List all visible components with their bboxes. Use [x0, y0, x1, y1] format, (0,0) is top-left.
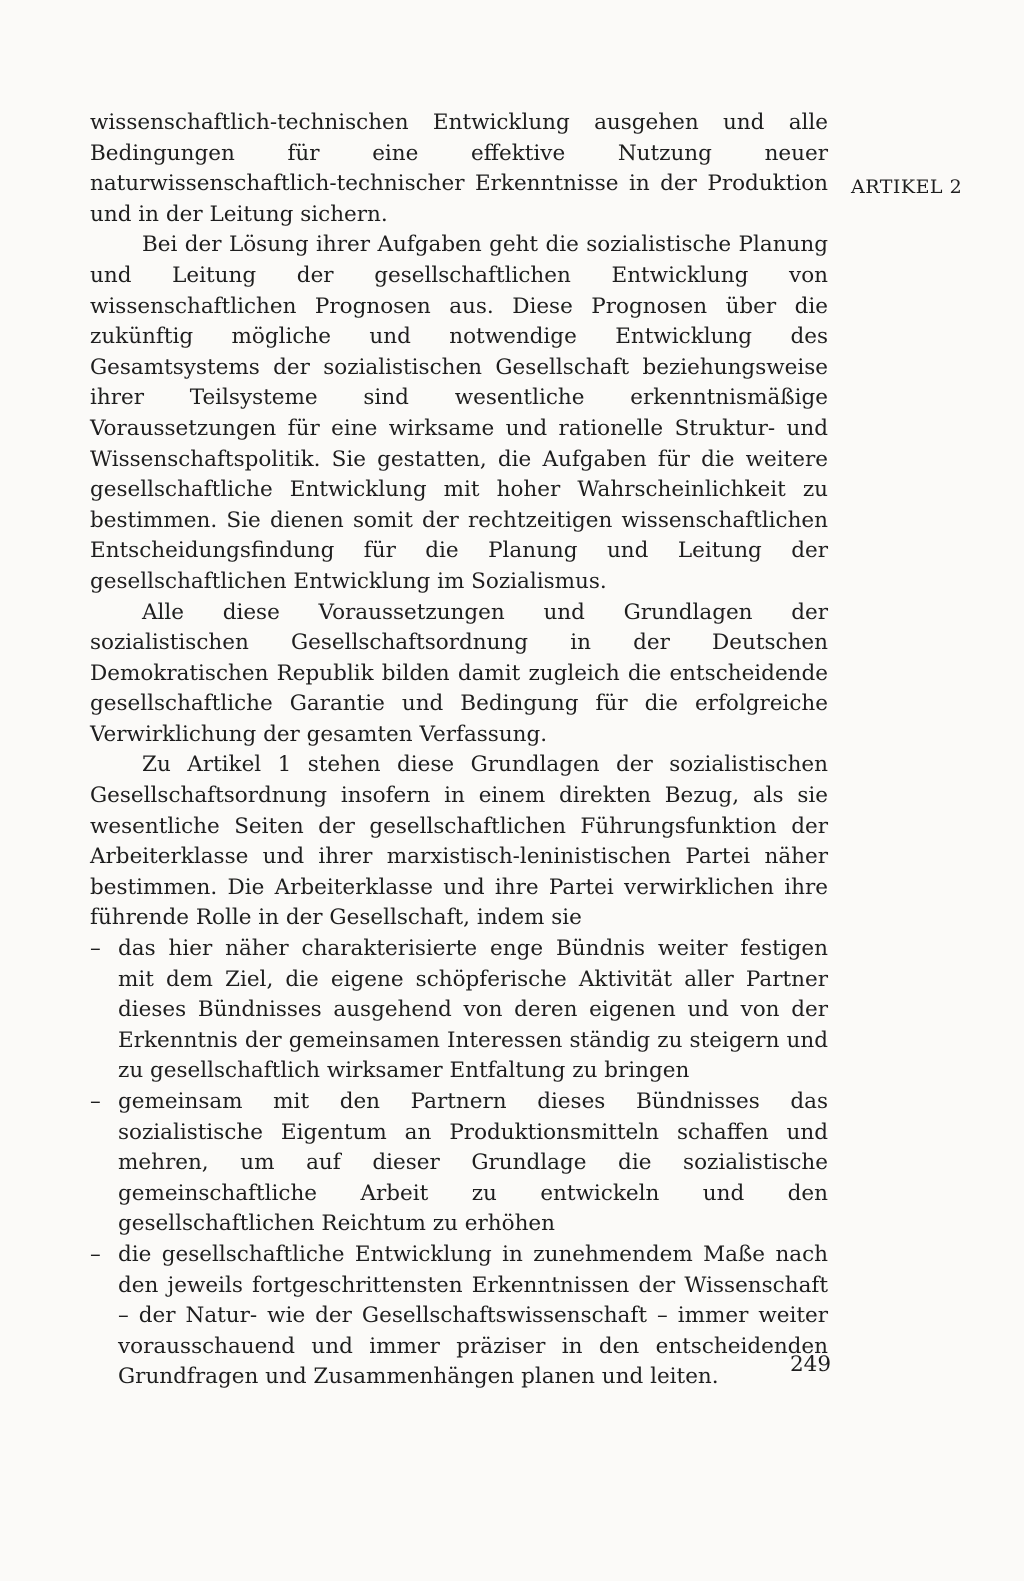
dash-marker: –	[90, 936, 101, 962]
body-text	[90, 108, 828, 1393]
bullet-text: die gesellschaftliche Entwicklung in zunehmendem Maße nach den jeweils fortgeschrittensten Erkenntnissen der Wissenschaft – der Natur- wie der Gesellschaftswissenschaft – immer weiter vorausschauend und immer präziser in den entscheidenden Grundfragen und Zusammenhängen planen und leiten.	[118, 1241, 828, 1390]
bullet-list	[90, 934, 828, 1393]
paragraph-prognosen: Bei der Lösung ihrer Aufgaben geht die sozialistische Planung und Leitung der gesellschaftlichen Entwicklung von wissenschaftlichen Prognosen aus. Diese Prognosen über die zukünftig mögliche und notwendige Entwicklung des Gesamtsystems der sozialistischen Gesellschaft beziehungsweise ihrer Teilsysteme sind wesentliche erkenntnismäßige Voraussetzungen für eine wirksame und rationelle Struktur- und Wissenschaftspolitik. Sie gestatten, die Aufgaben für die weitere gesellschaftliche Entwicklung mit hoher Wahrscheinlichkeit zu bestimmen. Sie dienen somit der rechtzeitigen wissenschaftlichen Entscheidungsfindung für die Planung und Leitung der gesellschaftlichen Entwicklung im Sozialismus.	[90, 232, 828, 594]
dash-marker: –	[90, 1089, 101, 1114]
paragraph-continuation: wissenschaftlich-technischen Entwicklung ausgehen und alle Bedingungen für eine effektive Nutzung neuer naturwissenschaftlich-technischer Erkenntnisse in der Produktion und in der Leitung sichern.	[90, 110, 828, 227]
margin-note-artikel: ARTIKEL 2	[851, 176, 963, 198]
bullet-text: das hier näher charakterisierte enge Bündnis weiter festigen mit dem Ziel, die eigene schöpferische Aktivität aller Partner dieses Bündnisses ausgehend von deren eigenen und von der Erkenntnis der gemeinsamen Interessen ständig zu steigern und zu gesellschaftlich wirksamer Entfaltung zu bringen	[118, 936, 828, 1084]
bullet-item-eigentum	[90, 1087, 828, 1240]
paragraph-voraussetzungen: Alle diese Voraussetzungen und Grundlagen der sozialistischen Gesellschaftsordnung in der Deutschen Demokratischen Republik bilden damit zugleich die entscheidende gesellschaftliche Garantie und Bedingung für die erfolgreiche Verwirklichung der gesamten Verfassung.	[90, 599, 828, 747]
page-number: 249	[790, 1352, 832, 1377]
bullet-item-buendnis	[90, 934, 828, 1087]
bullet-item-entwicklung	[90, 1240, 828, 1393]
bullet-text: gemeinsam mit den Partnern dieses Bündnisses das sozialistische Eigentum an Produktionsmitteln schaffen und mehren, um auf dieser Grundlage die sozialistische gemeinschaftliche Arbeit zu entwickeln und den gesellschaftlichen Reichtum zu erhöhen	[118, 1089, 828, 1237]
paragraph-artikel-1: Zu Artikel 1 stehen diese Grundlagen der sozialistischen Gesellschaftsordnung insofern in einem direkten Bezug, als sie wesentliche Seiten der gesellschaftlichen Führungsfunktion der Arbeiterklasse und ihrer marxistisch-leninistischen Partei näher bestimmen. Die Arbeiterklasse und ihre Partei verwirklichen ihre führende Rolle in der Gesellschaft, indem sie	[90, 752, 828, 931]
dash-marker: –	[90, 1241, 101, 1267]
